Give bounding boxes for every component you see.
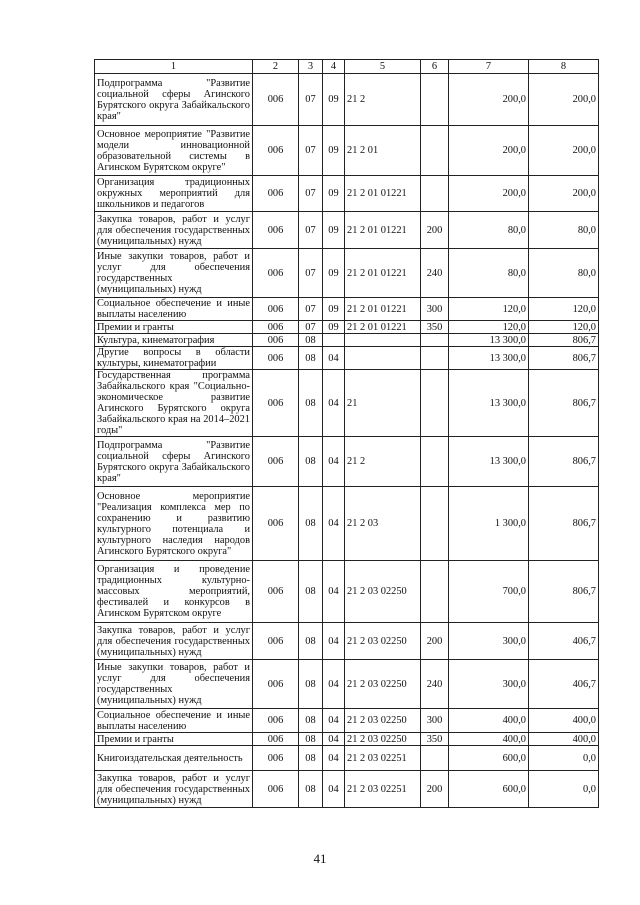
table-row [95,487,599,561]
cell-name: Организация и проведение традиционных культурно-массовых мероприятий, фестивалей и конкурсов в Агинском Бурятском округе [95,561,253,623]
cell-c4: 04 [323,733,345,746]
cell-c4: 09 [323,74,345,126]
cell-c2: 006 [253,746,299,771]
cell-c4: 04 [323,709,345,733]
cell-c6 [421,74,449,126]
cell-name: Книгоиздательская деятельность [95,746,253,771]
cell-c5: 21 2 01 01221 [345,176,421,212]
header-col-3: 3 [299,60,323,74]
cell-c8: 200,0 [529,126,599,176]
cell-c7: 300,0 [449,623,529,660]
cell-c3: 08 [299,623,323,660]
cell-c7: 300,0 [449,660,529,709]
cell-c2: 006 [253,126,299,176]
table-row [95,771,599,808]
cell-c6: 350 [421,321,449,334]
cell-name: Культура, кинематография [95,334,253,347]
cell-c4: 04 [323,370,345,437]
header-col-2: 2 [253,60,299,74]
cell-c6: 300 [421,709,449,733]
cell-c3: 08 [299,347,323,370]
cell-c3: 08 [299,334,323,347]
cell-name: Закупка товаров, работ и услуг для обеспечения государственных (муниципальных) нужд [95,212,253,249]
cell-c8: 120,0 [529,298,599,321]
cell-c8: 400,0 [529,733,599,746]
cell-c3: 08 [299,660,323,709]
cell-name: Иные закупки товаров, работ и услуг для обеспечения государственных (муниципальных) нужд [95,249,253,298]
table-row [95,709,599,733]
cell-c5: 21 2 01 01221 [345,212,421,249]
cell-c3: 07 [299,74,323,126]
cell-c3: 07 [299,126,323,176]
table-row [95,660,599,709]
table-row [95,74,599,126]
cell-c3: 08 [299,771,323,808]
header-col-4: 4 [323,60,345,74]
cell-c8: 806,7 [529,437,599,487]
cell-name: Закупка товаров, работ и услуг для обеспечения государственных (муниципальных) нужд [95,623,253,660]
cell-c4: 04 [323,746,345,771]
cell-c8: 400,0 [529,709,599,733]
cell-c2: 006 [253,249,299,298]
cell-c2: 006 [253,623,299,660]
page-number: 41 [313,851,327,866]
cell-c8: 806,7 [529,370,599,437]
cell-c5: 21 2 01 01221 [345,298,421,321]
cell-c8: 80,0 [529,249,599,298]
cell-c8: 806,7 [529,561,599,623]
cell-c4: 04 [323,623,345,660]
cell-c6: 200 [421,771,449,808]
table-row [95,176,599,212]
cell-c4: 09 [323,212,345,249]
cell-name: Социальное обеспечение и иные выплаты населению [95,709,253,733]
cell-name: Другие вопросы в области культуры, кинематографии [95,347,253,370]
cell-c5: 21 2 03 02251 [345,771,421,808]
cell-c7: 13 300,0 [449,370,529,437]
cell-c7: 13 300,0 [449,334,529,347]
cell-name: Премии и гранты [95,733,253,746]
cell-c6: 350 [421,733,449,746]
cell-c4: 09 [323,321,345,334]
cell-c2: 006 [253,212,299,249]
cell-c2: 006 [253,298,299,321]
cell-c2: 006 [253,561,299,623]
cell-c6 [421,370,449,437]
cell-c4: 09 [323,298,345,321]
cell-c6: 300 [421,298,449,321]
cell-c7: 600,0 [449,771,529,808]
cell-c6: 240 [421,660,449,709]
cell-name: Подпрограмма "Развитие социальной сферы Агинского Бурятского округа Забайкальского края" [95,74,253,126]
cell-c5: 21 2 [345,74,421,126]
cell-c5 [345,334,421,347]
cell-c2: 006 [253,176,299,212]
header-col-6: 6 [421,60,449,74]
cell-c6: 240 [421,249,449,298]
cell-c3: 08 [299,561,323,623]
header-col-5: 5 [345,60,421,74]
table-row [95,321,599,334]
cell-name: Организация традиционных окружных мероприятий для школьников и педагогов [95,176,253,212]
cell-c5: 21 2 01 01221 [345,249,421,298]
table-row [95,561,599,623]
cell-c3: 08 [299,746,323,771]
cell-c7: 13 300,0 [449,437,529,487]
cell-c4: 04 [323,771,345,808]
cell-c4: 09 [323,249,345,298]
cell-c3: 08 [299,487,323,561]
cell-c2: 006 [253,660,299,709]
cell-c6: 200 [421,623,449,660]
cell-name: Премии и гранты [95,321,253,334]
cell-c6 [421,176,449,212]
cell-c2: 006 [253,334,299,347]
cell-c3: 07 [299,298,323,321]
cell-c6 [421,746,449,771]
table-header-row [95,60,599,74]
cell-c7: 13 300,0 [449,347,529,370]
cell-c2: 006 [253,487,299,561]
cell-c4: 04 [323,660,345,709]
cell-c5: 21 2 01 [345,126,421,176]
cell-c2: 006 [253,733,299,746]
cell-c4: 09 [323,126,345,176]
cell-c4: 04 [323,487,345,561]
cell-c5: 21 2 03 02250 [345,623,421,660]
cell-c7: 200,0 [449,74,529,126]
cell-c3: 07 [299,176,323,212]
cell-c4: 09 [323,176,345,212]
cell-c5: 21 2 03 02251 [345,746,421,771]
table-row [95,623,599,660]
cell-c2: 006 [253,709,299,733]
cell-c3: 08 [299,733,323,746]
cell-c7: 120,0 [449,321,529,334]
table-body [95,74,599,808]
cell-c5: 21 2 03 02250 [345,733,421,746]
header-col-1: 1 [95,60,253,74]
table-row [95,212,599,249]
cell-c2: 006 [253,347,299,370]
cell-c4: 04 [323,437,345,487]
cell-c3: 07 [299,249,323,298]
cell-name: Закупка товаров, работ и услуг для обеспечения государственных (муниципальных) нужд [95,771,253,808]
header-col-8: 8 [529,60,599,74]
table-row [95,733,599,746]
cell-c6 [421,487,449,561]
cell-name: Основное мероприятие "Реализация комплекса мер по сохранению и развитию культурного потенциала и культурного наследия народов Агинского Бурятского округа" [95,487,253,561]
cell-c7: 80,0 [449,212,529,249]
table-row [95,298,599,321]
cell-c7: 80,0 [449,249,529,298]
cell-c6 [421,561,449,623]
cell-c8: 406,7 [529,623,599,660]
cell-c5: 21 2 03 02250 [345,561,421,623]
header-col-7: 7 [449,60,529,74]
cell-c3: 08 [299,709,323,733]
cell-c5: 21 2 03 [345,487,421,561]
cell-c8: 806,7 [529,487,599,561]
cell-c5: 21 [345,370,421,437]
cell-name: Государственная программа Забайкальского края "Социально-экономическое развитие Агинского Бурятского округа Забайкальского края на 2014–2021 годы" [95,370,253,437]
cell-c5 [345,347,421,370]
cell-c5: 21 2 [345,437,421,487]
cell-c8: 406,7 [529,660,599,709]
cell-c6: 200 [421,212,449,249]
cell-c8: 200,0 [529,74,599,126]
cell-c5: 21 2 01 01221 [345,321,421,334]
cell-c2: 006 [253,321,299,334]
cell-c4: 04 [323,347,345,370]
cell-c3: 08 [299,437,323,487]
budget-table [94,59,599,808]
cell-name: Основное мероприятие "Развитие модели инновационной образовательной системы в Агинском Бурятском округе" [95,126,253,176]
cell-c4: 04 [323,561,345,623]
cell-c8: 806,7 [529,334,599,347]
table-row [95,126,599,176]
cell-c2: 006 [253,370,299,437]
cell-c4 [323,334,345,347]
cell-c7: 400,0 [449,709,529,733]
cell-c8: 80,0 [529,212,599,249]
cell-c6 [421,334,449,347]
cell-c7: 200,0 [449,176,529,212]
cell-c8: 200,0 [529,176,599,212]
table-row [95,437,599,487]
cell-c6 [421,347,449,370]
cell-c8: 0,0 [529,771,599,808]
table-row [95,746,599,771]
cell-c3: 08 [299,370,323,437]
table-row [95,249,599,298]
cell-name: Иные закупки товаров, работ и услуг для обеспечения государственных (муниципальных) нужд [95,660,253,709]
cell-c8: 806,7 [529,347,599,370]
cell-c6 [421,126,449,176]
table-row [95,370,599,437]
cell-c5: 21 2 03 02250 [345,709,421,733]
cell-c8: 0,0 [529,746,599,771]
cell-name: Социальное обеспечение и иные выплаты населению [95,298,253,321]
cell-c7: 700,0 [449,561,529,623]
cell-c2: 006 [253,74,299,126]
cell-c7: 600,0 [449,746,529,771]
cell-c6 [421,437,449,487]
cell-c7: 120,0 [449,298,529,321]
cell-c7: 200,0 [449,126,529,176]
table-row [95,347,599,370]
cell-c5: 21 2 03 02250 [345,660,421,709]
cell-c3: 07 [299,321,323,334]
cell-c7: 400,0 [449,733,529,746]
cell-c2: 006 [253,771,299,808]
cell-c3: 07 [299,212,323,249]
cell-c8: 120,0 [529,321,599,334]
cell-c7: 1 300,0 [449,487,529,561]
cell-name: Подпрограмма "Развитие социальной сферы Агинского Бурятского округа Забайкальского края" [95,437,253,487]
cell-c2: 006 [253,437,299,487]
table-row [95,334,599,347]
